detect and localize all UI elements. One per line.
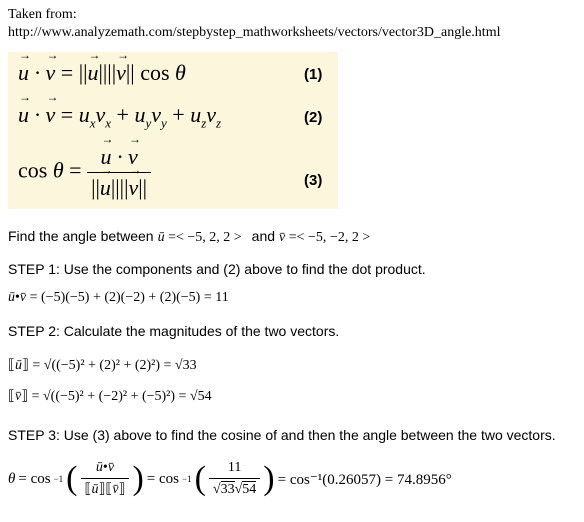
step3-equation: θ = cos −1 ( $\frac{ū•v̄}{⟦ū⟧⟦v̄⟧}$ ) = cos −1 ( $\frac{11}{√33√54}$ ) = cos⁻¹(0.26057) = 74.8956° [8, 460, 452, 497]
step1-text: STEP 1: Use the components and (2) above to find the dot product. [8, 261, 426, 277]
step3-text: STEP 3: Use (3) above to find the cosine of and then the angle between the two vectors. [8, 427, 556, 443]
formula-number-2: (2) [304, 109, 323, 126]
step2-v-magnitude: ⟦v̄⟧ = √((−5)² + (−2)² + (−5)²) = √54 [8, 389, 212, 404]
step2-u-expr: = √((−5)² + (2)² + (2)²) = √33 [32, 358, 197, 373]
formula-number-3: (3) [304, 172, 323, 189]
step1-equation-rhs: = (−5)(−5) + (2)(−2) + (2)(−5) = 11 [29, 290, 229, 305]
step3-result: = cos⁻¹(0.26057) = 74.8956° [277, 471, 452, 488]
step1-equation: ū•v̄ = (−5)(−5) + (2)(−2) + (2)(−5) = 11 [8, 290, 229, 305]
vector-u-value: =< −5, 2, 2 > [168, 230, 242, 245]
source-url: http://www.analyzemath.com/stepbystep_mathworksheets/vectors/vector3D_angle.html [8, 25, 501, 40]
formula-cosine: cos θ = → $\frac{u \cdot \to v}{||\to u||||\to v||}$ [18, 144, 151, 201]
step2-text: STEP 2: Calculate the magnitudes of the two vectors. [8, 323, 340, 339]
formula-dot-product-def: → u · → v = ||→ u||||→ v|| cos θ [18, 60, 186, 86]
formula-components: → u · → $v = u_xv_x + u_yv_y + u_zv_z$ [18, 102, 221, 131]
step2-u-magnitude: ⟦ū⟧ = √((−5)² + (2)² + (2)²) = √33 [8, 358, 197, 373]
formula-number-1: (1) [304, 66, 323, 83]
vector-v-value: =< −5, −2, 2 > [288, 230, 371, 245]
step2-v-expr: = √((−5)² + (−2)² + (−5)²) = √54 [31, 389, 212, 404]
problem-and: and [251, 228, 276, 244]
problem-prefix: Find the angle between [8, 228, 154, 244]
formula-box [8, 52, 338, 209]
source-label: Taken from: [8, 7, 77, 22]
problem-statement: Find the angle between ū =< −5, 2, 2 > and v̄ =< −5, −2, 2 > [8, 228, 371, 245]
